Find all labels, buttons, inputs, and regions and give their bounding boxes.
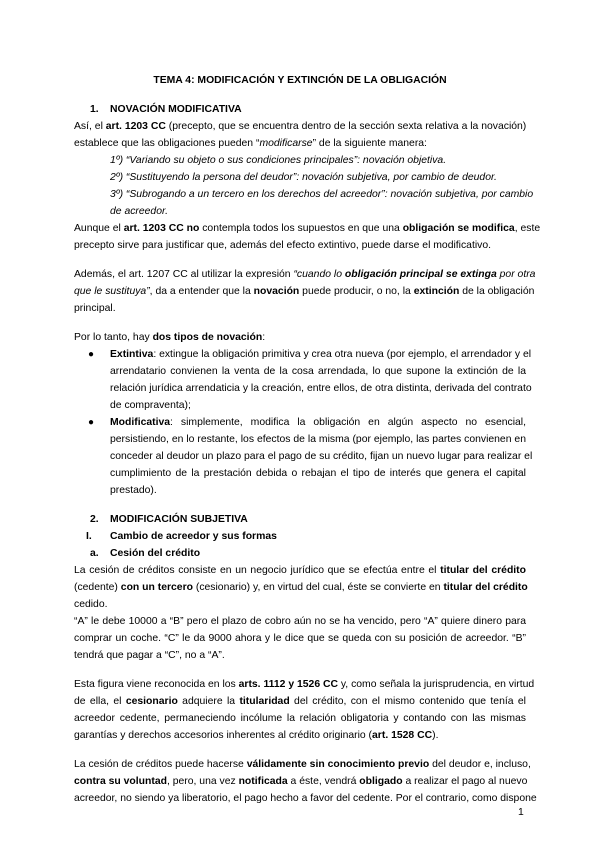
paragraph-8-line-1: La cesión de créditos puede hacerse válidamente sin conocimiento previo del deudor e, incluso, <box>74 759 531 770</box>
paragraph-3-line-2: que le sustituya”, da a entender que la novación puede producir, o no, la extinción de la obligación <box>74 286 535 297</box>
bullet-modificativa-line-1: Modificativa: simplemente, modifica la obligación en algún aspecto no esencial, <box>110 417 526 428</box>
bullet-modificativa-line-3: conceder al deudor un plazo para el pago de su crédito, fijan un nuevo lugar para realizar el <box>110 451 533 462</box>
paragraph-2-line-1: Aunque el art. 1203 CC no contempla todos los supuestos en que una obligación se modifica, este <box>74 223 541 234</box>
bullet-extintiva-line-3: relación jurídica arrendaticia y la creación, entre ellos, de otra distinta, derivada del contrato <box>110 383 532 394</box>
bullet-icon: ● <box>88 417 95 428</box>
list-item-1: 1º) “Variando su objeto o sus condiciones principales”: novación objetiva. <box>110 155 447 166</box>
document-title: TEMA 4: MODIFICACIÓN Y EXTINCIÓN DE LA OBLIGACIÓN <box>153 75 447 86</box>
paragraph-5-line-1: La cesión de créditos consiste en un negocio jurídico que se efectúa entre el titular del crédito <box>74 565 526 576</box>
paragraph-1-line-1: Así, el art. 1203 CC (precepto, que se encuentra dentro de la sección sexta relativa a la novación) <box>74 121 527 132</box>
page-number: 1 <box>518 807 524 818</box>
subsubsection-number: a. <box>90 548 99 559</box>
section-1-heading: NOVACIÓN MODIFICATIVA <box>110 104 242 115</box>
section-2-number: 2. <box>90 514 99 525</box>
paragraph-2-line-2: precepto sirve para justificar que, además del efecto extintivo, puede darse el modificativo. <box>74 240 492 251</box>
bullet-extintiva-line-1: Extintiva: extingue la obligación primitiva y crea otra nueva (por ejemplo, el arrendador y el <box>110 349 532 360</box>
section-1-number: 1. <box>90 104 99 115</box>
paragraph-7-line-4: garantías y derechos accesorios inherentes al crédito originario (art. 1528 CC). <box>74 730 439 741</box>
paragraph-7-line-2: de ella, el cesionario adquiere la titularidad del crédito, con el mismo contenido que tenía el <box>74 696 526 707</box>
subsubsection-heading: Cesión del crédito <box>110 548 201 559</box>
paragraph-8-line-3: acreedor, no siendo ya liberatorio, el pago hecho a favor del cedente. Por el contrario, como dispone <box>74 793 537 804</box>
list-item-2: 2º) “Sustituyendo la persona del deudor”: novación subjetiva, por cambio de deudor. <box>110 172 497 183</box>
paragraph-5-line-3: cedido. <box>74 599 108 610</box>
paragraph-3-line-3: principal. <box>74 303 116 314</box>
paragraph-8-line-2: contra su voluntad, pero, una vez notificada a éste, vendrá obligado a realizar el pago al nuevo <box>74 776 528 787</box>
subsection-heading: Cambio de acreedor y sus formas <box>110 531 277 542</box>
bullet-extintiva-line-2: arrendatario convienen la venta de la cosa arrendada, lo que supone la extinción de la <box>110 366 526 377</box>
paragraph-3-line-1: Además, el art. 1207 CC al utilizar la expresión “cuando lo obligación principal se extinga por otra <box>74 269 536 280</box>
paragraph-5-line-2: (cedente) con un tercero (cesionario) y, en virtud del cual, éste se convierte en titular del crédito <box>74 582 528 593</box>
bullet-modificativa-line-4: cumplimiento de la prestación debida o rebajan el tipo de interés que genera el capital <box>110 468 526 479</box>
bullet-extintiva-line-4: de compraventa); <box>110 400 191 411</box>
paragraph-7-line-1: Esta figura viene reconocida en los arts. 1112 y 1526 CC y, como señala la jurisprudencia, en virtud <box>74 679 535 690</box>
bullet-modificativa-line-2: persistiendo, en lo restante, los efectos de la misma (por ejemplo, las partes convienen en <box>110 434 526 445</box>
subsection-number: I. <box>86 531 92 542</box>
list-item-3-cont: de acreedor. <box>110 206 168 217</box>
list-item-3: 3º) “Subrogando a un tercero en los derechos del acreedor”: novación subjetiva, por cambio <box>110 189 534 200</box>
paragraph-7-line-3: acreedor cedente, permaneciendo incólume la relación obligatoria y contando con las mismas <box>74 713 526 724</box>
bullet-icon: ● <box>88 349 95 360</box>
paragraph-6-line-1: “A” le debe 10000 a “B” pero el plazo de cobro aún no se ha vencido, pero “A” quiere dinero para <box>74 616 526 627</box>
paragraph-4: Por lo tanto, hay dos tipos de novación: <box>74 332 266 343</box>
paragraph-6-line-3: tendrá que pagar a “C”, no a “A”. <box>74 650 225 661</box>
bullet-modificativa-line-5: prestado). <box>110 485 157 496</box>
section-2-heading: MODIFICACIÓN SUBJETIVA <box>110 514 248 525</box>
paragraph-1-line-2: establece que las obligaciones pueden “modificarse” de la siguiente manera: <box>74 138 427 149</box>
paragraph-6-line-2: comprar un coche. “C” le da 9000 ahora y le dice que se queda con su posición de acreedor. “B” <box>74 633 526 644</box>
